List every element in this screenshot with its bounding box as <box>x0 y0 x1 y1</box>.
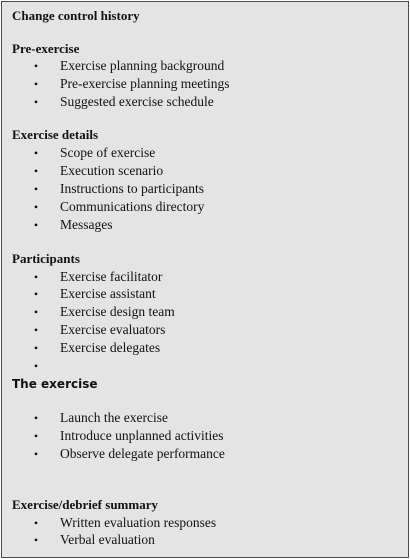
list-item <box>32 339 392 357</box>
list-item-label: Communications directory <box>60 199 205 214</box>
list-item <box>32 268 392 286</box>
bullet-icon: • <box>33 59 39 73</box>
list-item-label: Written evaluation responses <box>60 515 217 530</box>
list-item-label: Execution scenario <box>60 163 164 178</box>
bullet-icon: • <box>33 429 39 443</box>
list-item-label: Exercise design team <box>60 304 175 319</box>
list-item <box>32 285 392 303</box>
page-title: Change control history <box>12 8 140 23</box>
list-item-label: Exercise assistant <box>60 286 156 301</box>
list-item-label: Exercise delegates <box>60 340 161 355</box>
bullet-icon: • <box>33 182 39 196</box>
list-item-label: Suggested exercise schedule <box>60 94 214 109</box>
bullet-icon: • <box>33 164 39 178</box>
list-item <box>32 75 392 93</box>
bullet-icon: • <box>33 77 39 91</box>
list-item-label: Messages <box>60 217 113 232</box>
list-item-label: Verbal evaluation <box>60 532 155 547</box>
section-heading-participants: Participants <box>12 251 80 266</box>
list-item <box>32 144 392 162</box>
section-heading-exercise-details: Exercise details <box>12 127 99 142</box>
list-item <box>32 445 392 463</box>
list-item-label: Observe delegate performance <box>60 446 225 461</box>
list-item <box>32 303 392 321</box>
list-item <box>32 162 392 180</box>
list-item <box>32 409 392 427</box>
bullet-icon: • <box>33 305 39 319</box>
list-item-label: Exercise evaluators <box>60 322 166 337</box>
list-item <box>32 180 392 198</box>
bullet-icon: • <box>33 447 39 461</box>
bullet-icon: • <box>33 146 39 160</box>
list-item <box>32 216 392 234</box>
list-item-label: Exercise planning background <box>60 58 225 73</box>
bullet-icon: • <box>33 516 39 530</box>
bullet-icon: • <box>33 200 39 214</box>
bullet-icon: • <box>33 411 39 425</box>
list-item-label: Instructions to participants <box>60 181 204 196</box>
section-heading-pre-exercise: Pre-exercise <box>12 41 80 56</box>
list-item <box>32 93 392 111</box>
list-item <box>32 57 392 75</box>
list-item <box>32 427 392 445</box>
section-heading-the-exercise: The exercise <box>12 377 98 391</box>
list-item <box>32 531 392 549</box>
list-item-label: Exercise facilitator <box>60 269 163 284</box>
list-item <box>32 514 392 532</box>
bullet-icon: • <box>33 323 39 337</box>
list-item-label: Scope of exercise <box>60 145 156 160</box>
change-control-panel <box>1 1 409 558</box>
bullet-icon: • <box>33 359 39 373</box>
section-heading-debrief-summary: Exercise/debrief summary <box>12 497 158 512</box>
bullet-icon: • <box>33 341 39 355</box>
list-item <box>32 357 392 375</box>
bullet-icon: • <box>33 533 39 547</box>
bullet-icon: • <box>33 95 39 109</box>
bullet-icon: • <box>33 270 39 284</box>
bullet-icon: • <box>33 218 39 232</box>
bullet-icon: • <box>33 287 39 301</box>
list-item-label: Pre-exercise planning meetings <box>60 76 230 91</box>
list-item-label: Introduce unplanned activities <box>60 428 224 443</box>
list-item <box>32 321 392 339</box>
list-item-label: Launch the exercise <box>60 410 168 425</box>
list-item <box>32 198 392 216</box>
